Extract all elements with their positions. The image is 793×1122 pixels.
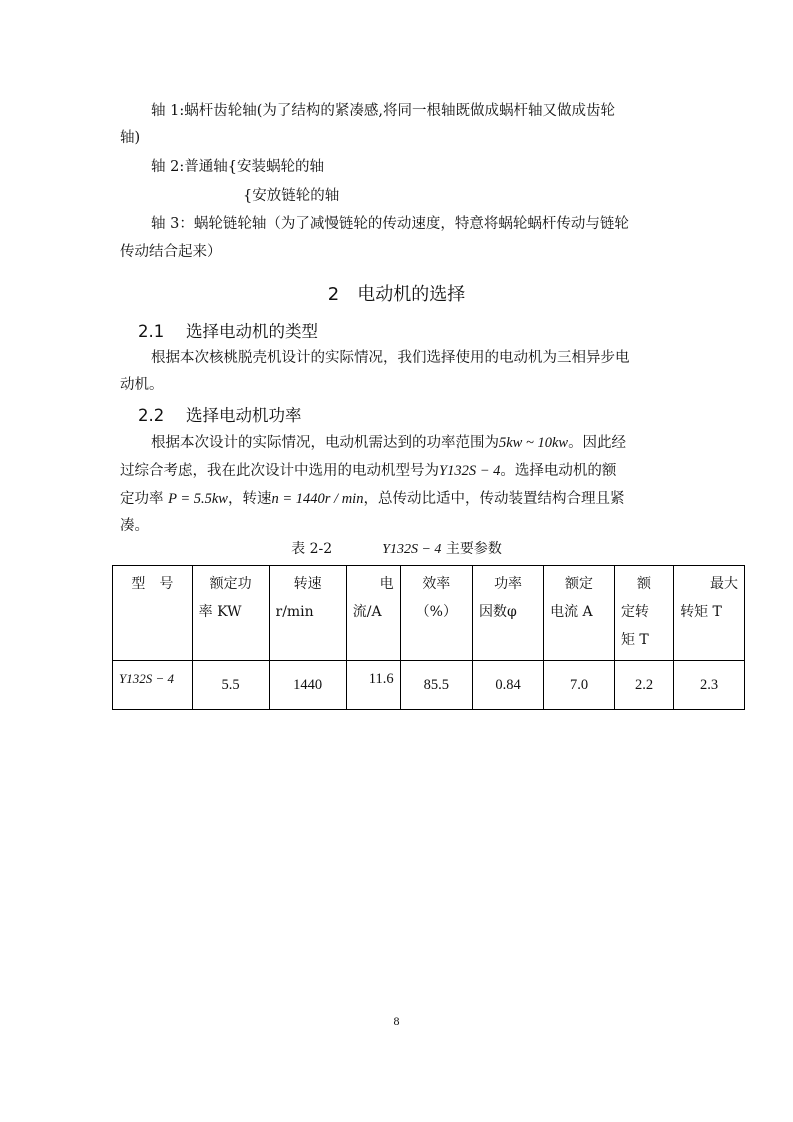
header-line: （%） bbox=[415, 604, 457, 620]
motor-parameters-table bbox=[112, 565, 745, 710]
subsection-title: 选择电动机功率 bbox=[186, 406, 302, 425]
header-line: 额 bbox=[637, 576, 652, 592]
cell-rated-power: 5.5 bbox=[192, 661, 269, 710]
subsection-number: 2.1 bbox=[138, 322, 165, 341]
subsection-number: 2.2 bbox=[138, 406, 165, 425]
s22-line3 bbox=[120, 488, 624, 510]
header-cell-efficiency bbox=[400, 566, 472, 661]
cell-model: Y132S − 4 bbox=[113, 661, 193, 710]
header-cell-rated-power bbox=[192, 566, 269, 661]
text: 。选择电动机的额 bbox=[500, 463, 617, 479]
text: 定功率 bbox=[120, 491, 164, 507]
text: 根据本次设计的实际情况，电动机需达到的功率范围为 bbox=[151, 435, 499, 451]
cell-rated-current: 7.0 bbox=[544, 661, 615, 710]
text: 。因此经 bbox=[568, 435, 627, 451]
table-header-row bbox=[113, 566, 745, 661]
cell-efficiency: 85.5 bbox=[400, 661, 472, 710]
header-cell-max-torque bbox=[674, 566, 745, 661]
header-line: 功率 bbox=[494, 576, 523, 592]
subsection-title: 选择电动机的类型 bbox=[186, 322, 318, 341]
header-line: 效率 bbox=[422, 576, 451, 592]
rated-power-formula: P = 5.5kw bbox=[168, 491, 228, 507]
text: ，总传动比适中，传动装置结构合理且紧 bbox=[363, 491, 625, 507]
axle2-line2: {安放链轮的轴 bbox=[243, 188, 340, 204]
header-cell-current bbox=[346, 566, 400, 661]
caption-model: Y132S − 4 bbox=[382, 542, 442, 557]
text: ，转速 bbox=[227, 491, 272, 507]
power-range-formula: 5kw ~ 10kw bbox=[499, 435, 569, 451]
axle1-line1: 轴 1:蜗杆齿轮轴(为了结构的紧凑感,将同一根轴既做成蜗杆轴又做成齿轮 bbox=[151, 103, 615, 119]
cell-power-factor: 0.84 bbox=[473, 661, 544, 710]
header-line: 电 bbox=[379, 576, 394, 592]
cell-rated-torque: 2.2 bbox=[614, 661, 673, 710]
header-line: 额定功 bbox=[209, 576, 252, 592]
motor-model: Y132S − 4 bbox=[439, 463, 501, 479]
header-line: 因数φ bbox=[479, 604, 517, 620]
header-cell-speed bbox=[269, 566, 346, 661]
header-line: 电流 A bbox=[550, 604, 593, 620]
cell-max-torque: 2.3 bbox=[674, 661, 745, 710]
caption-text: 主要参数 bbox=[445, 541, 502, 557]
header-line: 率 KW bbox=[198, 604, 242, 620]
header-cell-rated-torque bbox=[614, 566, 673, 661]
header-line: 转矩 T bbox=[680, 604, 722, 620]
header-line: 额定 bbox=[565, 576, 594, 592]
s22-line2 bbox=[120, 460, 616, 482]
s21-line2: 动机。 bbox=[120, 377, 164, 393]
header-line: r/min bbox=[275, 604, 314, 620]
subsection-heading-2-2 bbox=[138, 402, 302, 426]
section-heading: 2 电动机的选择 bbox=[327, 284, 466, 305]
header-line: 矩 T bbox=[620, 632, 649, 648]
header-cell-rated-current bbox=[544, 566, 615, 661]
caption-label: 表 2-2 bbox=[291, 541, 333, 557]
header-line: 型 号 bbox=[131, 576, 174, 592]
table-caption bbox=[0, 538, 793, 558]
header-cell-model bbox=[113, 566, 193, 661]
header-line: 最大 bbox=[710, 576, 738, 592]
axle2-line1: 轴 2:普通轴{安装蜗轮的轴 bbox=[151, 159, 324, 175]
subsection-heading-2-1 bbox=[138, 318, 318, 342]
s22-line4: 凑。 bbox=[120, 518, 149, 534]
axle3-line2: 传动结合起来） bbox=[120, 244, 222, 260]
cell-speed: 1440 bbox=[269, 661, 346, 710]
axle1-line2: 轴) bbox=[120, 130, 141, 146]
s21-line1: 根据本次核桃脱壳机设计的实际情况，我们选择使用的电动机为三相异步电 bbox=[151, 350, 630, 366]
table-row bbox=[113, 661, 745, 710]
header-line: 流/A bbox=[352, 604, 382, 620]
text: 过综合考虑，我在此次设计中选用的电动机型号为 bbox=[120, 463, 439, 479]
axle3-line1: 轴 3：蜗轮链轮轴（为了减慢链轮的传动速度，特意将蜗轮蜗杆传动与链轮 bbox=[151, 216, 629, 232]
speed-formula: n = 1440r / min bbox=[271, 491, 364, 507]
header-line: 定转 bbox=[620, 604, 649, 620]
header-line: 转速 bbox=[293, 576, 322, 592]
header-cell-power-factor bbox=[473, 566, 544, 661]
cell-current: 11.6 bbox=[346, 661, 400, 710]
page-number: 8 bbox=[393, 1014, 400, 1028]
s22-line1 bbox=[151, 432, 626, 454]
